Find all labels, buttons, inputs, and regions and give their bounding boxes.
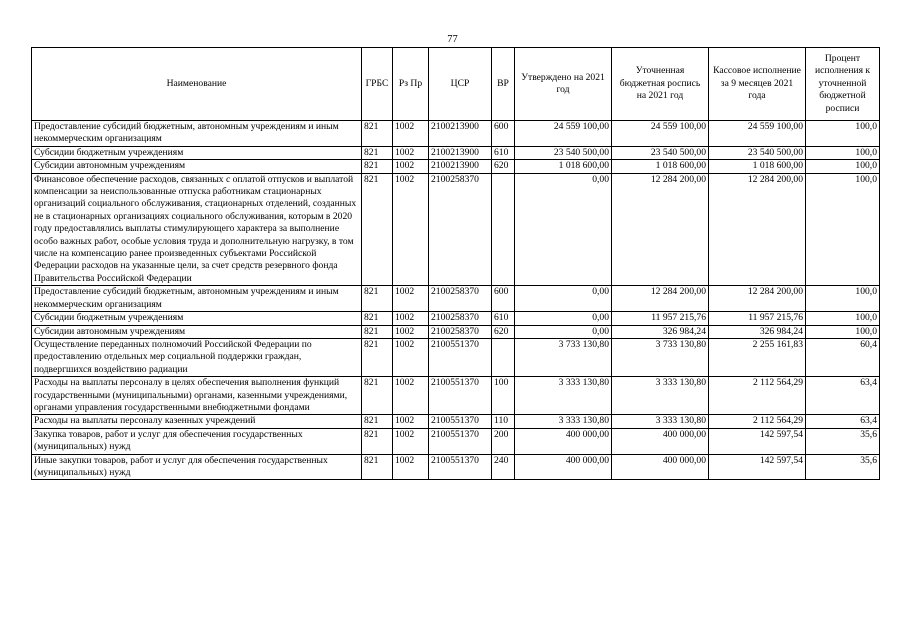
cell-grbs: 821: [362, 286, 393, 312]
cell-name: Предоставление субсидий бюджетным, автономным учреждениям и иным некоммерческим организациям: [32, 286, 362, 312]
cell-refined: 24 559 100,00: [612, 121, 709, 147]
cell-vr: 610: [492, 146, 515, 159]
cell-approved: 400 000,00: [515, 428, 612, 454]
cell-cash: 142 597,54: [709, 428, 806, 454]
cell-percent: 100,0: [806, 325, 880, 338]
cell-percent: 100,0: [806, 146, 880, 159]
table-row: [32, 454, 880, 480]
header-row: [32, 48, 880, 121]
cell-approved: 24 559 100,00: [515, 121, 612, 147]
cell-rzpr: 1002: [393, 428, 429, 454]
cell-vr: [492, 173, 515, 286]
cell-approved: 3 733 130,80: [515, 338, 612, 376]
cell-percent: 100,0: [806, 312, 880, 325]
cell-grbs: 821: [362, 146, 393, 159]
cell-rzpr: 1002: [393, 377, 429, 415]
cell-percent: 100,0: [806, 173, 880, 286]
cell-cash: 2 112 564,29: [709, 377, 806, 415]
cell-grbs: 821: [362, 312, 393, 325]
cell-percent: 35,6: [806, 454, 880, 480]
cell-refined: 400 000,00: [612, 454, 709, 480]
cell-name: Закупка товаров, работ и услуг для обеспечения государственных (муниципальных) нужд: [32, 428, 362, 454]
table-row: [32, 415, 880, 428]
cell-percent: 100,0: [806, 160, 880, 173]
cell-approved: 0,00: [515, 173, 612, 286]
cell-refined: 1 018 600,00: [612, 160, 709, 173]
cell-grbs: 821: [362, 173, 393, 286]
cell-refined: 3 333 130,80: [612, 415, 709, 428]
cell-vr: 600: [492, 286, 515, 312]
cell-vr: 620: [492, 160, 515, 173]
header-csr: ЦСР: [429, 48, 492, 121]
page-number: 77: [447, 34, 458, 45]
cell-rzpr: 1002: [393, 160, 429, 173]
cell-grbs: 821: [362, 428, 393, 454]
cell-vr: 200: [492, 428, 515, 454]
cell-csr: 2100551370: [429, 415, 492, 428]
cell-name: Субсидии автономным учреждениям: [32, 160, 362, 173]
header-refined: Уточненная бюджетная роспись на 2021 год: [612, 48, 709, 121]
table-row: [32, 428, 880, 454]
cell-csr: 2100551370: [429, 377, 492, 415]
cell-refined: 3 733 130,80: [612, 338, 709, 376]
cell-name: Субсидии автономным учреждениям: [32, 325, 362, 338]
cell-percent: 60,4: [806, 338, 880, 376]
header-grbs: ГРБС: [362, 48, 393, 121]
cell-cash: 12 284 200,00: [709, 286, 806, 312]
cell-rzpr: 1002: [393, 454, 429, 480]
cell-csr: 2100213900: [429, 121, 492, 147]
cell-rzpr: 1002: [393, 338, 429, 376]
cell-grbs: 821: [362, 415, 393, 428]
table-row: [32, 286, 880, 312]
cell-cash: 11 957 215,76: [709, 312, 806, 325]
cell-refined: 12 284 200,00: [612, 173, 709, 286]
cell-grbs: 821: [362, 160, 393, 173]
header-vr: ВР: [492, 48, 515, 121]
cell-name: Субсидии бюджетным учреждениям: [32, 146, 362, 159]
cell-vr: 100: [492, 377, 515, 415]
cell-rzpr: 1002: [393, 173, 429, 286]
cell-refined: 12 284 200,00: [612, 286, 709, 312]
cell-name: Иные закупки товаров, работ и услуг для обеспечения государственных (муниципальных) нужд: [32, 454, 362, 480]
cell-percent: 63,4: [806, 415, 880, 428]
cell-cash: 2 255 161,83: [709, 338, 806, 376]
cell-approved: 0,00: [515, 325, 612, 338]
cell-vr: 240: [492, 454, 515, 480]
cell-name: Расходы на выплаты персоналу в целях обеспечения выполнения функций государственными (муниципальными) органами, казенными учреждениями, органами управления государственными внебюджетными фондами: [32, 377, 362, 415]
cell-refined: 326 984,24: [612, 325, 709, 338]
table-row: [32, 160, 880, 173]
header-cash: Кассовое исполнение за 9 месяцев 2021 года: [709, 48, 806, 121]
cell-grbs: 821: [362, 454, 393, 480]
cell-vr: 600: [492, 121, 515, 147]
cell-vr: 620: [492, 325, 515, 338]
table-row: [32, 121, 880, 147]
table-row: [32, 338, 880, 376]
cell-rzpr: 1002: [393, 312, 429, 325]
cell-approved: 1 018 600,00: [515, 160, 612, 173]
cell-cash: 142 597,54: [709, 454, 806, 480]
table-row: [32, 325, 880, 338]
header-rzpr: Рз Пр: [393, 48, 429, 121]
cell-approved: 23 540 500,00: [515, 146, 612, 159]
cell-csr: 2100551370: [429, 454, 492, 480]
cell-refined: 11 957 215,76: [612, 312, 709, 325]
cell-refined: 400 000,00: [612, 428, 709, 454]
cell-name: Предоставление субсидий бюджетным, автономным учреждениям и иным некоммерческим организациям: [32, 121, 362, 147]
cell-grbs: 821: [362, 338, 393, 376]
cell-percent: 100,0: [806, 121, 880, 147]
cell-percent: 63,4: [806, 377, 880, 415]
cell-csr: 2100551370: [429, 338, 492, 376]
cell-cash: 1 018 600,00: [709, 160, 806, 173]
cell-csr: 2100258370: [429, 286, 492, 312]
table-row: [32, 146, 880, 159]
table-row: [32, 312, 880, 325]
cell-cash: 2 112 564,29: [709, 415, 806, 428]
cell-grbs: 821: [362, 377, 393, 415]
cell-refined: 3 333 130,80: [612, 377, 709, 415]
cell-cash: 326 984,24: [709, 325, 806, 338]
cell-refined: 23 540 500,00: [612, 146, 709, 159]
header-approved: Утверждено на 2021 год: [515, 48, 612, 121]
cell-approved: 0,00: [515, 312, 612, 325]
cell-rzpr: 1002: [393, 415, 429, 428]
cell-csr: 2100213900: [429, 146, 492, 159]
cell-rzpr: 1002: [393, 146, 429, 159]
cell-name: Финансовое обеспечение расходов, связанных с оплатой отпусков и выплатой компенсации за неиспользованные отпуска работникам стационарных организаций социального обслуживания, стационарных отделений, созданных не в стационарных организациях социального обслуживания, которым в 2020 году предоставлялись выплаты стимулирующего характера за выполнение особо важных работ, особые условия труда и дополнительную нагрузку, в том числе на компенсацию ранее произведенных субъектами Российской Федерации расходов на указанные цели, за счет средств резервного фонда Правительства Российской Федерации: [32, 173, 362, 286]
cell-name: Расходы на выплаты персоналу казенных учреждений: [32, 415, 362, 428]
cell-grbs: 821: [362, 121, 393, 147]
cell-percent: 100,0: [806, 286, 880, 312]
cell-approved: 0,00: [515, 286, 612, 312]
cell-csr: 2100258370: [429, 325, 492, 338]
cell-vr: 110: [492, 415, 515, 428]
header-name: Наименование: [32, 48, 362, 121]
cell-vr: 610: [492, 312, 515, 325]
cell-csr: 2100213900: [429, 160, 492, 173]
cell-rzpr: 1002: [393, 121, 429, 147]
cell-cash: 24 559 100,00: [709, 121, 806, 147]
table-row: [32, 377, 880, 415]
cell-cash: 12 284 200,00: [709, 173, 806, 286]
cell-rzpr: 1002: [393, 286, 429, 312]
cell-name: Осуществление переданных полномочий Российской Федерации по предоставлению отдельных мер социальной поддержки граждан, подвергшихся воздействию радиации: [32, 338, 362, 376]
cell-approved: 3 333 130,80: [515, 415, 612, 428]
cell-approved: 3 333 130,80: [515, 377, 612, 415]
cell-cash: 23 540 500,00: [709, 146, 806, 159]
cell-csr: 2100258370: [429, 312, 492, 325]
cell-csr: 2100258370: [429, 173, 492, 286]
table-row: [32, 173, 880, 286]
cell-grbs: 821: [362, 325, 393, 338]
cell-vr: [492, 338, 515, 376]
cell-approved: 400 000,00: [515, 454, 612, 480]
cell-percent: 35,6: [806, 428, 880, 454]
header-percent: Процент исполнения к уточненной бюджетной росписи: [806, 48, 880, 121]
cell-csr: 2100551370: [429, 428, 492, 454]
cell-name: Субсидии бюджетным учреждениям: [32, 312, 362, 325]
cell-rzpr: 1002: [393, 325, 429, 338]
budget-table: [31, 47, 880, 480]
